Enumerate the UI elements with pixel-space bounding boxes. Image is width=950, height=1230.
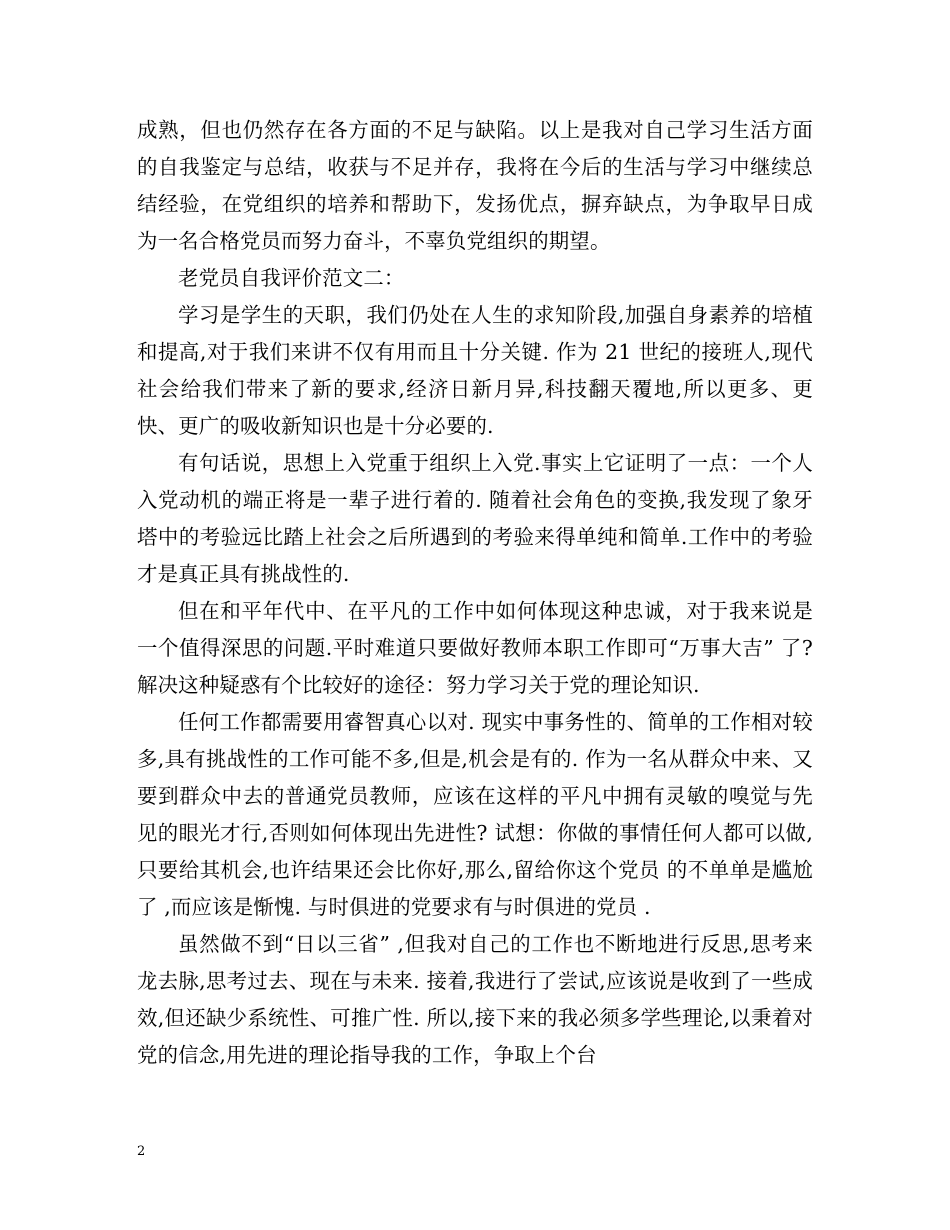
paragraph-joining-party: 有句话说，思想上入党重于组织上入党.事实上它证明了一点：一个人入党动机的端正将是一辈子进行着的. 随着社会角色的变换,我发现了象牙塔中的考验远比踏上社会之后所遇到的考验来得单纯和简单.工作中的考验才是真正具有挑战性的. [137,451,813,586]
document-body [137,112,813,1074]
paragraph-learning: 学习是学生的天职，我们仍处在人生的求知阶段,加强自身素养的培植和提高,对于我们来讲不仅有用而且十分关键. 作为 21 世纪的接班人,现代社会给我们带来了新的要求,经济日新月异,科技翻天覆地,所以更多、更快、更广的吸收新知识也是十分必要的. [137,303,813,438]
page-number: 2 [137,1144,146,1159]
paragraph-work: 任何工作都需要用睿智真心以对. 现实中事务性的、简单的工作相对较多,具有挑战性的工作可能不多,但是,机会是有的. 作为一名从群众中来、又要到群众中去的普通党员教师，应该在这样的平凡中拥有灵敏的嗅觉与先见的眼光才行,否则如何体现出先进性? 试想：你做的事情任何人都可以做,只要给其机会,也许结果还会比你好,那么,留给你这个党员 的不单单是尴尬了 ,而应该是惭愧. 与时俱进的党要求有与时俱进的党员 . [137,710,813,919]
paragraph-loyalty: 但在和平年代中、在平凡的工作中如何体现这种忠诚，对于我来说是一个值得深思的问题.平时难道只要做好教师本职工作即可“万事大吉” 了?解决这种疑惑有个比较好的途径：努力学习关于党的理论知识. [137,599,813,697]
section-heading: 老党员自我评价范文二： [178,266,405,290]
paragraph-reflection: 虽然做不到“日以三省” ,但我对自己的工作也不断地进行反思,思考来龙去脉,思考过去、现在与未来. 接着,我进行了尝试,应该说是收到了一些成效,但还缺少系统性、可推广性. 所以,接下来的我必须多学些理论,以秉着对党的信念,用先进的理论指导我的工作，争取上个台 [137,932,813,1067]
paragraph-continuation: 成熟，但也仍然存在各方面的不足与缺陷。以上是我对自己学习生活方面的自我鉴定与总结，收获与不足并存，我将在今后的生活与学习中继续总结经验，在党组织的培养和帮助下，发扬优点，摒弃缺点，为争取早日成为一名合格党员而努力奋斗，不辜负党组织的期望。 [137,118,813,253]
